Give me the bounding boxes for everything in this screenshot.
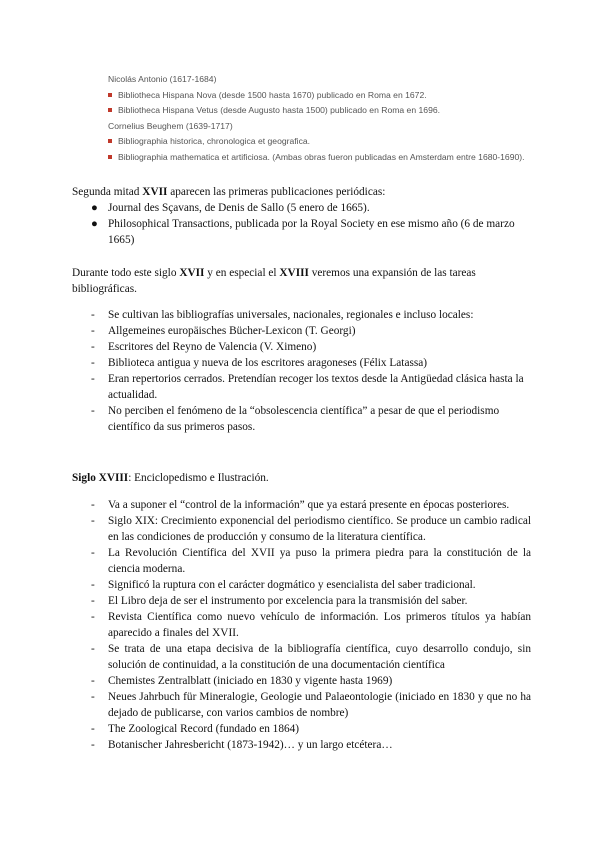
- dash-marker: -: [91, 325, 95, 337]
- section-heading: Siglo XVIII: Enciclopedismo e Ilustración.: [72, 472, 269, 484]
- dash-list: [91, 497, 531, 753]
- list-item: - Biblioteca antigua y nueva de los escritores aragoneses (Félix Latassa): [91, 357, 428, 369]
- bullet-list: [91, 200, 531, 248]
- square-bullet-icon: [108, 108, 112, 112]
- list-item: - Se cultivan las bibliografías universales, nacionales, regionales e incluso locales:: [91, 309, 474, 321]
- dash-marker: -: [91, 547, 95, 559]
- list-item: - Se trata de una etapa decisiva de la bibliografía científica, cuyo desarrollo condujo, sin solución de continuidad, a la constitución de una documentación científica: [91, 643, 531, 671]
- list-item: - Siglo XIX: Crecimiento exponencial del periodismo científico. Se produce un cambio radical en las condiciones de producción y consumo de la literatura científica.: [91, 515, 531, 543]
- list-item: - Eran repertorios cerrados. Pretendían recoger los textos desde la Antigüedad clásica hasta la actualidad.: [91, 373, 524, 401]
- dash-marker: -: [91, 675, 95, 687]
- list-item: - La Revolución Científica del XVII ya puso la primera piedra para la constitución de la ciencia moderna.: [91, 547, 531, 575]
- list-item: - Chemistes Zentralblatt (iniciado en 1830 y vigente hasta 1969): [91, 675, 393, 687]
- dash-list: [91, 307, 531, 435]
- dash-marker: -: [91, 739, 95, 751]
- list-item: ● Philosophical Transactions, publicada por la Royal Society en ese mismo año (6 de marzo 1665): [91, 218, 515, 246]
- list-item: - The Zoological Record (fundado en 1864): [91, 723, 300, 735]
- list-item: Bibliotheca Hispana Vetus (desde Augusto hasta 1500) publicado en Roma en 1696.: [108, 103, 578, 119]
- embedded-image-text: [108, 72, 578, 165]
- dash-marker: -: [91, 357, 95, 369]
- square-bullet-icon: [108, 155, 112, 159]
- dash-marker: -: [91, 515, 95, 527]
- paragraph: Segunda mitad XVII aparecen las primeras publicaciones periódicas:: [72, 186, 386, 198]
- dash-marker: -: [91, 723, 95, 735]
- author-name: Cornelius Beughem (1639-1717): [108, 120, 233, 131]
- list-item: Bibliographia historica, chronologica et geografica.: [108, 134, 578, 150]
- bullet-icon: ●: [91, 202, 98, 214]
- list-item: - Escritores del Reyno de Valencia (V. Ximeno): [91, 341, 317, 353]
- list-item: - Va a suponer el “control de la información” que ya estará presente en épocas posteriores.: [91, 499, 510, 511]
- dash-marker: -: [91, 643, 95, 655]
- square-bullet-icon: [108, 93, 112, 97]
- list-item: Bibliotheca Hispana Nova (desde 1500 hasta 1670) publicado en Roma en 1672.: [108, 88, 578, 104]
- list-item: - Revista Científica como nuevo vehículo de información. Los primeros títulos ya habían aparecido a finales del XVII.: [91, 611, 531, 639]
- list-item: - Neues Jahrbuch für Mineralogie, Geologie und Palaeontologie (iniciado en 1830 y que no ha dejado de publicarse, con varios cambios de nombre): [91, 691, 531, 719]
- list-item: - Significó la ruptura con el carácter dogmático y esencialista del saber tradicional.: [91, 579, 476, 591]
- dash-marker: -: [91, 691, 95, 703]
- bullet-icon: ●: [91, 218, 98, 230]
- list-item: Bibliographia mathematica et artificiosa. (Ambas obras fueron publicadas en Amsterdam entre 1680-1690).: [108, 150, 578, 166]
- list-item: - No perciben el fenómeno de la “obsolescencia científica” a pesar de que el periodismo científico da sus primeros pasos.: [91, 405, 500, 433]
- dash-marker: -: [91, 405, 95, 417]
- list-item: - El Libro deja de ser el instrumento por excelencia para la transmisión del saber.: [91, 595, 468, 607]
- square-bullet-icon: [108, 139, 112, 143]
- list-item: - Allgemeines europäisches Bücher-Lexicon (T. Georgi): [91, 325, 356, 337]
- dash-marker: -: [91, 595, 95, 607]
- dash-marker: -: [91, 341, 95, 353]
- dash-marker: -: [91, 499, 95, 511]
- dash-marker: -: [91, 373, 95, 385]
- dash-marker: -: [91, 309, 95, 321]
- paragraph: Durante todo este siglo XVII y en especial el XVIII veremos una expansión de las tareas bibliográficas.: [72, 267, 476, 295]
- list-item: ● Journal des Sçavans, de Denis de Sallo (5 enero de 1665).: [91, 202, 370, 214]
- dash-marker: -: [91, 611, 95, 623]
- dash-marker: -: [91, 579, 95, 591]
- list-item: - Botanischer Jahresbericht (1873-1942)… y un largo etcétera…: [91, 739, 393, 751]
- author-name: Nicolás Antonio (1617-1684): [108, 74, 217, 84]
